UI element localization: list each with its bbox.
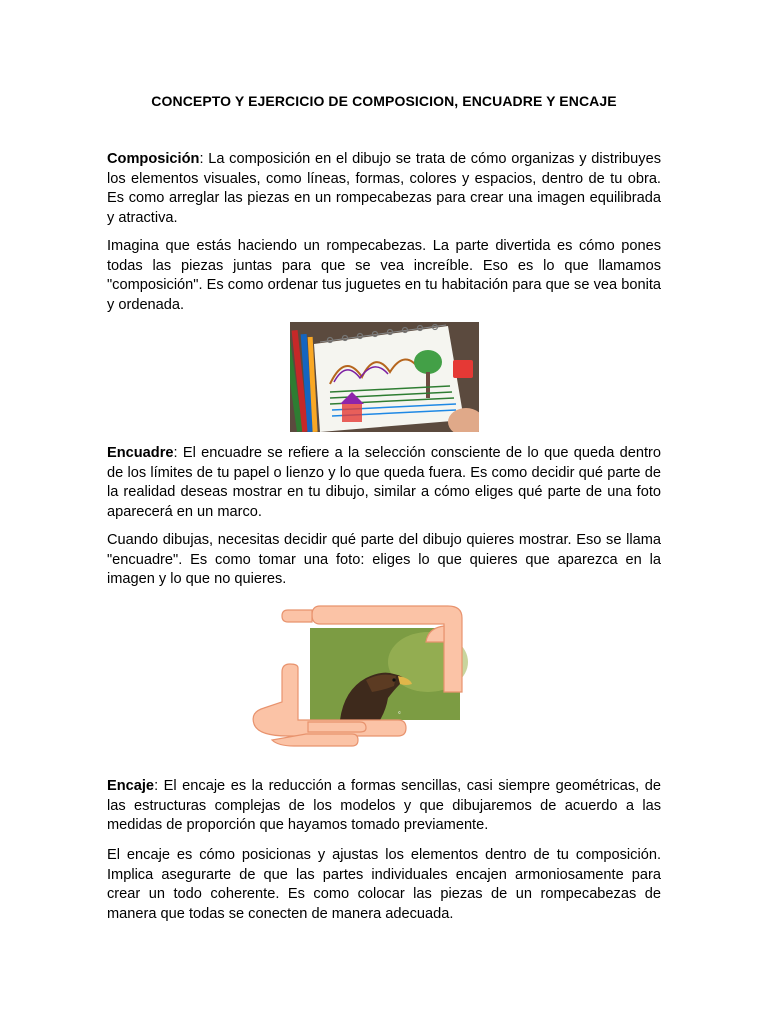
encuadre-definition bbox=[107, 444, 661, 522]
encuadre-definition-text: : El encuadre se refiere a la selección consciente de lo que queda dentro de los límites de tu papel o lienzo y lo que queda fuera. Es como decidir qué parte de la realidad deseas mostrar en tu dibujo, similar a cómo eliges qué parte de una foto aparecerá en un marco. bbox=[107, 445, 661, 520]
framing-hands-eagle-image bbox=[248, 602, 470, 752]
drawing-sketchbook-image bbox=[290, 322, 479, 432]
composicion-definition bbox=[107, 150, 661, 228]
encuadre-term: Encuadre bbox=[107, 445, 174, 461]
svg-text:©: © bbox=[398, 710, 401, 715]
encuadre-explanation: Cuando dibujas, necesitas decidir qué parte del dibujo quieres mostrar. Eso se llama "encuadre". Es como tomar una foto: eliges lo que quieres que aparezca en la imagen y lo que no quieres. bbox=[107, 532, 661, 587]
composicion-definition-text: : La composición en el dibujo se trata de cómo organizas y distribuyes los elementos visuales, como líneas, formas, colores y espacios, dentro de tu obra. Es como arreglar las piezas en un rompecabezas para crear una imagen equilibrada y atractiva. bbox=[107, 151, 661, 226]
encaje-definition bbox=[107, 777, 661, 836]
composicion-explanation: Imagina que estás haciendo un rompecabezas. La parte divertida es cómo pones todas las piezas juntas para que se vea increíble. Eso es lo que llamamos "composición". Es como ordenar tus juguetes en tu habitación para que se vea bonita y ordenada. bbox=[107, 238, 661, 313]
encaje-term: Encaje bbox=[107, 778, 155, 794]
encaje-explanation: El encaje es cómo posicionas y ajustas los elementos dentro de tu composición. Implica asegurarte de que las partes individuales encajen armoniosamente para crear un todo coherente. Es como colocar las piezas de un rompecabezas de manera que todas se conecten de manera adecuada. bbox=[107, 847, 661, 922]
composicion-term: Composición bbox=[107, 151, 200, 167]
document-title: CONCEPTO Y EJERCICIO DE COMPOSICION, ENCUADRE Y ENCAJE bbox=[151, 93, 617, 109]
red-eraser bbox=[453, 360, 473, 378]
encaje-definition-text: : El encaje es la reducción a formas sencillas, casi siempre geométricas, de las estructuras complejas de los modelos y que dibujaremos de acuerdo a las medidas de proporción que hayamos tomado previamente. bbox=[107, 778, 661, 833]
